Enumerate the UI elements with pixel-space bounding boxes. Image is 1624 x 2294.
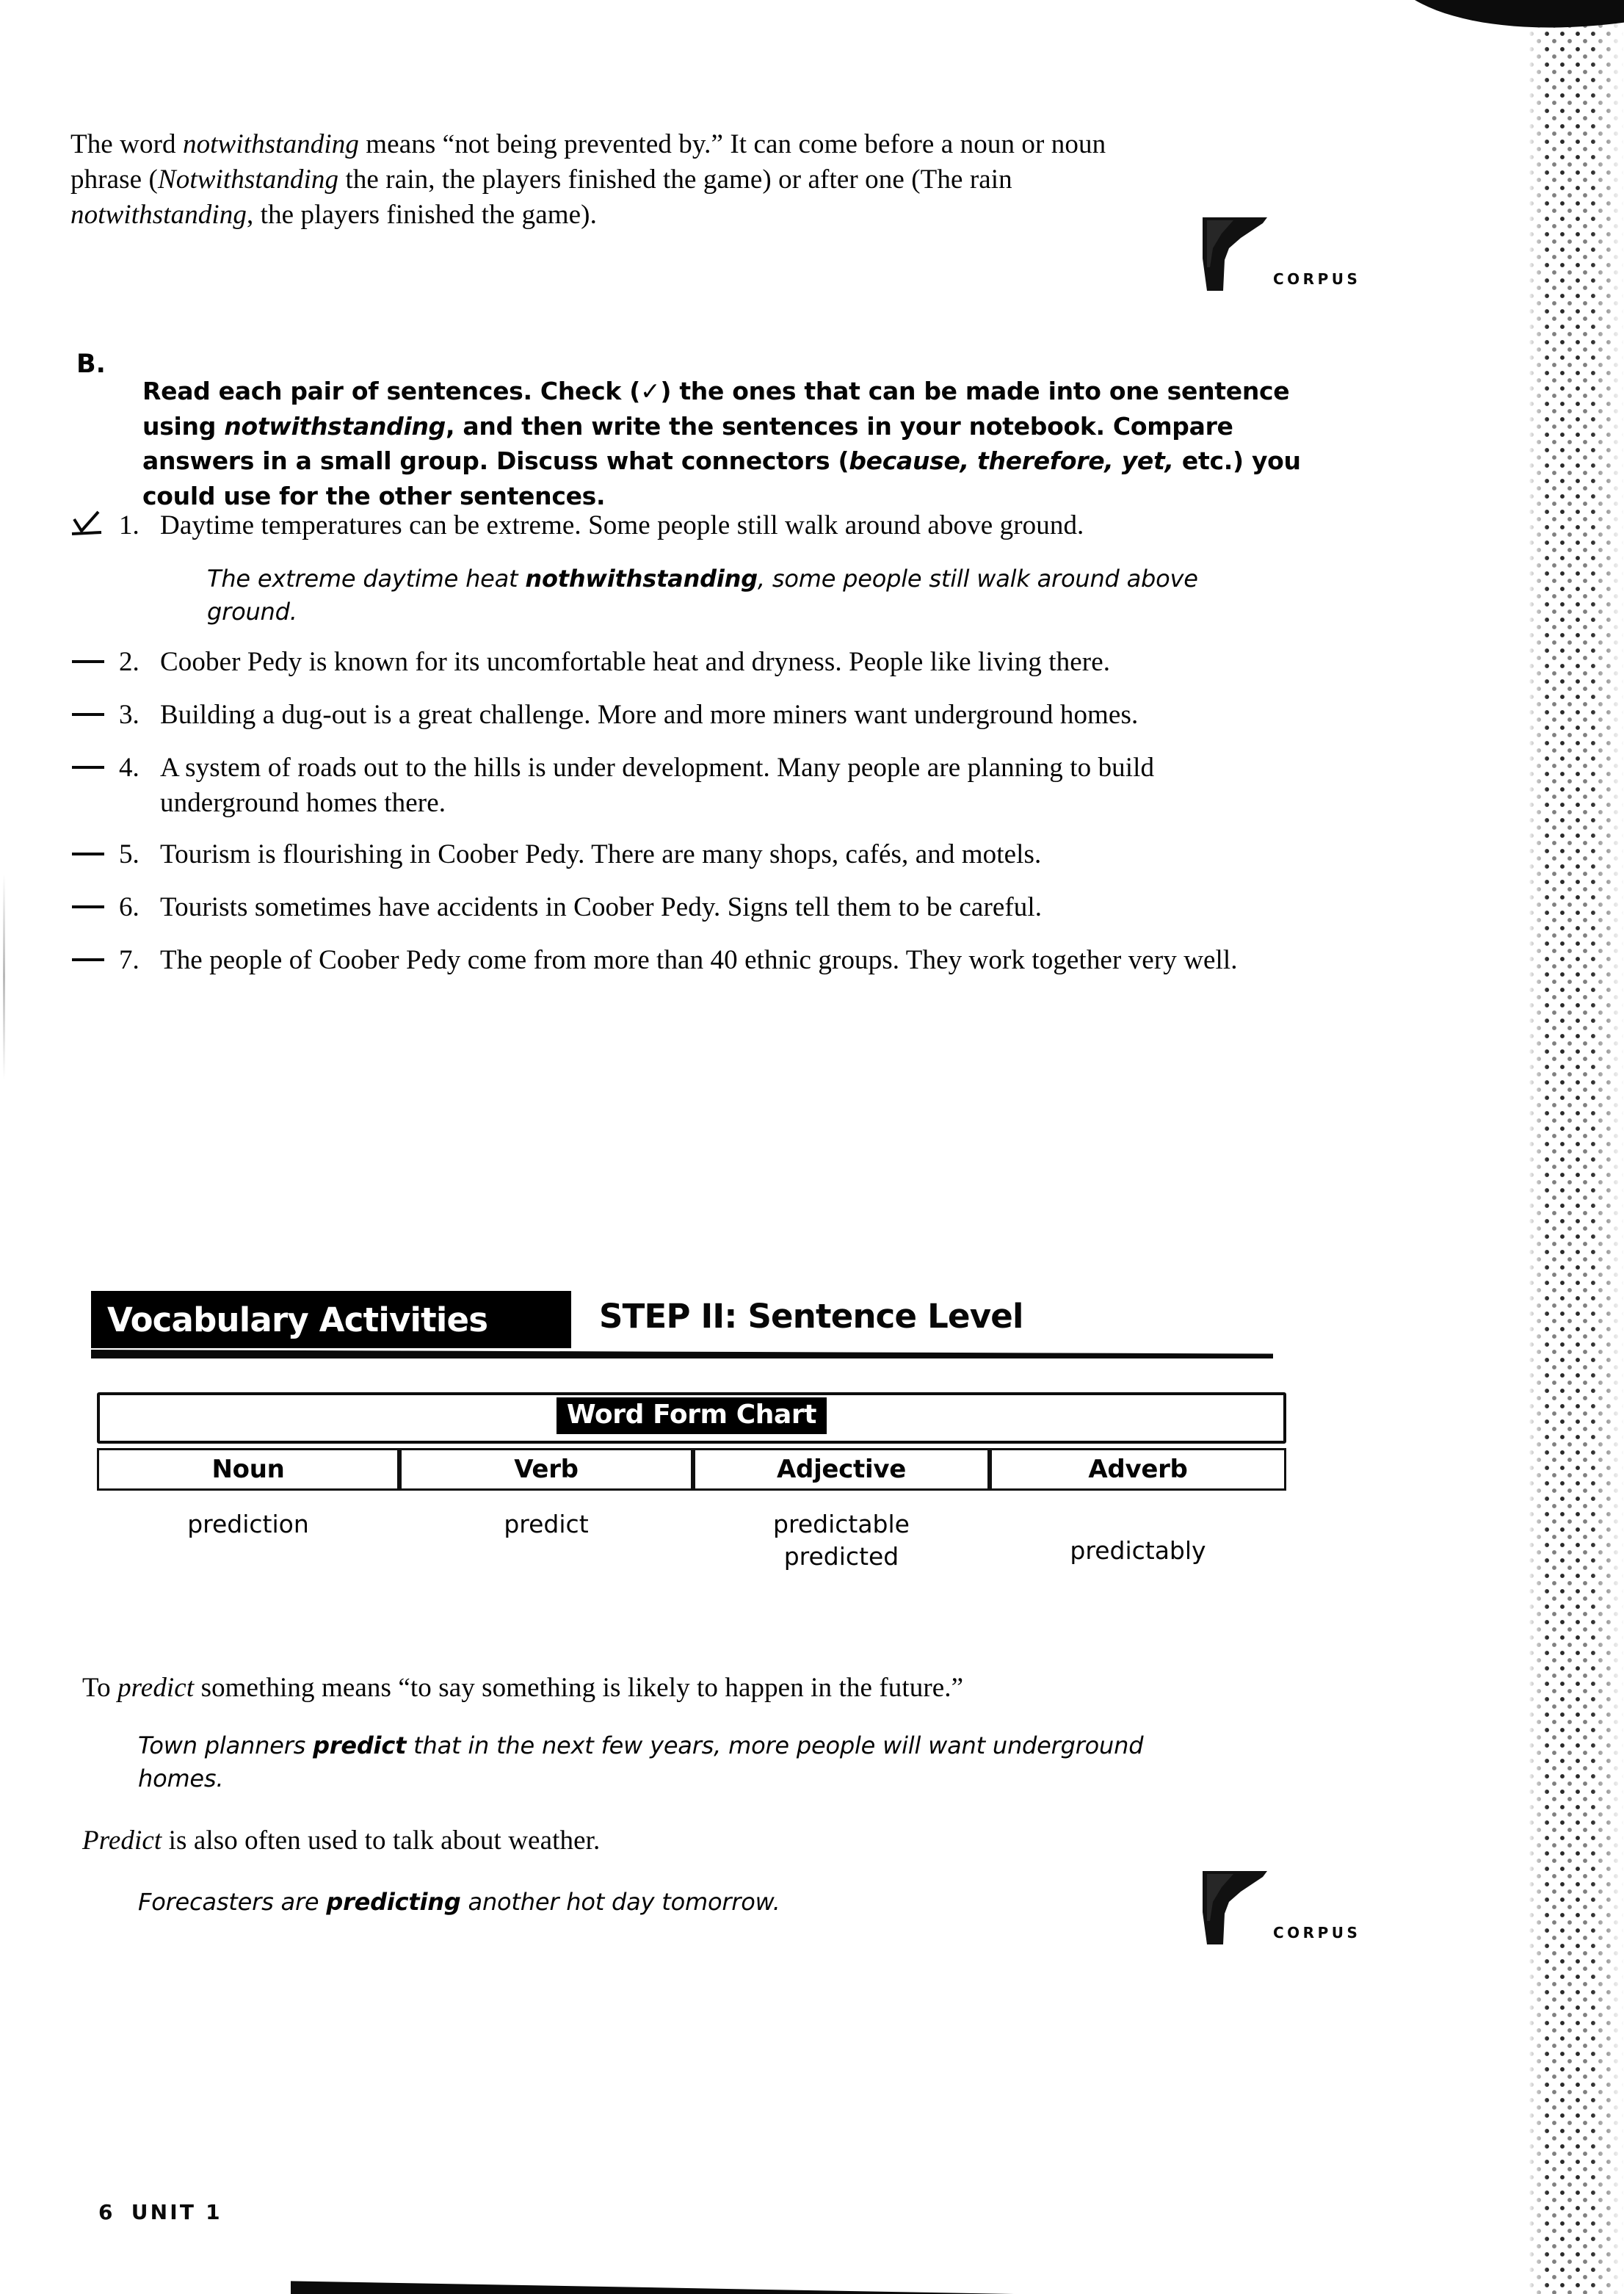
cell-noun: [97, 1502, 399, 1541]
cell-verb-value: predict: [504, 1510, 589, 1538]
cell-noun-value: prediction: [187, 1510, 309, 1538]
blank-line-icon: [72, 958, 104, 961]
example2-text-1: Forecasters are: [138, 1887, 327, 1916]
definition-text-2: something means “to say something is likely to happen in the future.”: [194, 1673, 964, 1703]
corpus-label: CORPUS: [1273, 270, 1361, 288]
checkmark-slot[interactable]: [70, 645, 119, 681]
vocabulary-activities-banner: [91, 1291, 1273, 1361]
column-header-noun: Noun: [97, 1448, 399, 1491]
answer-text-1: The extreme daytime heat: [207, 565, 526, 593]
exercise-b-item-list: [70, 508, 1348, 996]
example2-bold-predicting: predicting: [326, 1887, 461, 1916]
item-number: 5.: [119, 839, 139, 870]
word-form-chart-title: Word Form Chart: [557, 1397, 827, 1434]
banner-rule: [91, 1350, 1273, 1358]
intro-term-notwithstanding: notwithstanding: [182, 129, 359, 159]
exercise-letter: B.: [76, 350, 106, 379]
blank-line-icon: [72, 766, 104, 769]
predict-definition: [82, 1671, 1228, 1706]
instructions-text-1: Read each pair of sentences. Check (✓) the ones that can be made into one sentence using: [142, 377, 1290, 441]
blank-line-icon: [72, 713, 104, 716]
list-item: [70, 698, 1348, 734]
item-number: 2.: [119, 646, 139, 677]
page-footer: [98, 2200, 222, 2224]
item-number: 6.: [119, 892, 139, 923]
cell-verb: [399, 1502, 693, 1541]
intro-text-1: The word: [70, 129, 183, 159]
corpus-callout-top: [1200, 216, 1361, 304]
intro-term-notwithstanding-2: notwithstanding: [70, 200, 247, 231]
checkmark-slot[interactable]: [70, 943, 119, 980]
item-text: Coober Pedy is known for its uncomfortable heat and dryness. People like living there.: [160, 646, 1111, 677]
page-edge-halftone-pattern: [1529, 0, 1624, 2294]
checkmark-slot[interactable]: [70, 508, 119, 545]
exercise-b-instructions: [142, 374, 1332, 513]
corpus-label: CORPUS: [1273, 1924, 1361, 1942]
example1-text-1: Town planners: [138, 1732, 313, 1760]
instructions-text-3: etc.) you could use for the other sentences.: [142, 446, 1301, 510]
predict-example-1: [138, 1729, 1166, 1795]
cell-adjective: [693, 1502, 990, 1573]
column-header-verb: Verb: [399, 1448, 693, 1491]
column-header-adverb: Adverb: [990, 1448, 1286, 1491]
check-icon: [70, 510, 104, 535]
cell-adverb: [990, 1502, 1286, 1567]
item-text: Building a dug-out is a great challenge. More and more miners want underground homes.: [160, 699, 1139, 730]
example1-bold-predict: predict: [313, 1732, 407, 1760]
corner-bracket-icon: [1200, 1870, 1270, 1946]
table-row: [97, 1502, 1286, 1573]
item-answer: [207, 562, 1264, 629]
example2-text-2: another hot day tomorrow.: [460, 1887, 780, 1916]
checkmark-slot[interactable]: [70, 890, 119, 927]
word-form-chart-header-row: [97, 1448, 1286, 1491]
item-number: 4.: [119, 752, 139, 783]
item-number: 3.: [119, 699, 139, 730]
item-text: Tourism is flourishing in Coober Pedy. There are many shops, cafés, and motels.: [160, 839, 1042, 870]
predict-weather-note: [82, 1823, 1228, 1859]
footer-page-number: 6: [98, 2200, 115, 2224]
corpus-callout-bottom: [1200, 1870, 1361, 1958]
item-text: A system of roads out to the hills is under development. Many people are planning to build underground homes there.: [160, 752, 1155, 818]
list-item: [70, 750, 1348, 821]
step-heading: STEP II: Sentence Level: [599, 1297, 1023, 1336]
footer-unit-label: UNIT 1: [131, 2200, 222, 2224]
list-item: [70, 645, 1348, 681]
word-form-chart: [97, 1392, 1286, 1573]
checkmark-slot[interactable]: [70, 698, 119, 734]
intro-paragraph: [70, 127, 1172, 233]
list-item: [70, 508, 1348, 629]
vocabulary-activities-title: Vocabulary Activities: [107, 1300, 488, 1339]
blank-line-icon: [72, 660, 104, 663]
instructions-italic-connectors: because, therefore, yet,: [849, 446, 1174, 476]
checkmark-slot[interactable]: [70, 837, 119, 874]
cell-adjective-value-1: predictable: [773, 1510, 910, 1538]
definition-text-1: To: [82, 1673, 118, 1703]
intro-term-notwithstanding-capital: Notwithstanding: [157, 164, 339, 195]
instructions-italic-notwithstanding: notwithstanding: [224, 411, 446, 441]
item-text: Tourists sometimes have accidents in Coober Pedy. Signs tell them to be careful.: [160, 892, 1043, 923]
checkmark-slot[interactable]: [70, 750, 119, 787]
word-form-chart-title-bar: [97, 1392, 1286, 1444]
cell-adjective-value-2: predicted: [783, 1542, 899, 1571]
item-number: 1.: [119, 510, 139, 540]
answer-text-2: , some people still walk around above ground.: [207, 565, 1198, 626]
predict-example-2: [138, 1886, 1166, 1919]
page-edge-halftone-pattern-secondary: [1529, 0, 1624, 2294]
vocabulary-activities-title-block: [91, 1291, 571, 1348]
corner-bracket-icon: [1200, 216, 1270, 292]
list-item: [70, 837, 1348, 874]
predict-definition-section: [82, 1643, 1228, 1942]
note-text: is also often used to talk about weather.: [162, 1825, 601, 1856]
definition-italic-predict: predict: [117, 1673, 195, 1703]
blank-line-icon: [72, 905, 104, 908]
intro-text-2: means “not being prevented by.” It can come before a noun or noun phrase (: [70, 129, 1106, 195]
example1-text-2: that in the next few years, more people will want underground homes.: [138, 1732, 1144, 1792]
answer-bold-term: nothwithstanding: [525, 565, 758, 593]
item-number: 7.: [119, 945, 139, 976]
list-item: [70, 890, 1348, 927]
item-text: Daytime temperatures can be extreme. Some people still walk around above ground.: [160, 510, 1084, 540]
note-italic-predict: Predict: [82, 1825, 162, 1856]
list-item: [70, 943, 1348, 980]
intro-text-3: the rain, the players finished the game) or after one (The rain: [338, 164, 1012, 195]
intro-text-4: , the players finished the game).: [246, 200, 597, 231]
item-text: The people of Coober Pedy come from more than 40 ethnic groups. They work together very well.: [160, 945, 1238, 976]
cell-adverb-value: predictably: [1070, 1536, 1206, 1565]
instructions-text-2: , and then write the sentences in your notebook. Compare answers in a small group. Discuss what connectors (: [142, 411, 1233, 476]
blank-line-icon: [72, 853, 104, 855]
column-header-adjective: Adjective: [693, 1448, 990, 1491]
